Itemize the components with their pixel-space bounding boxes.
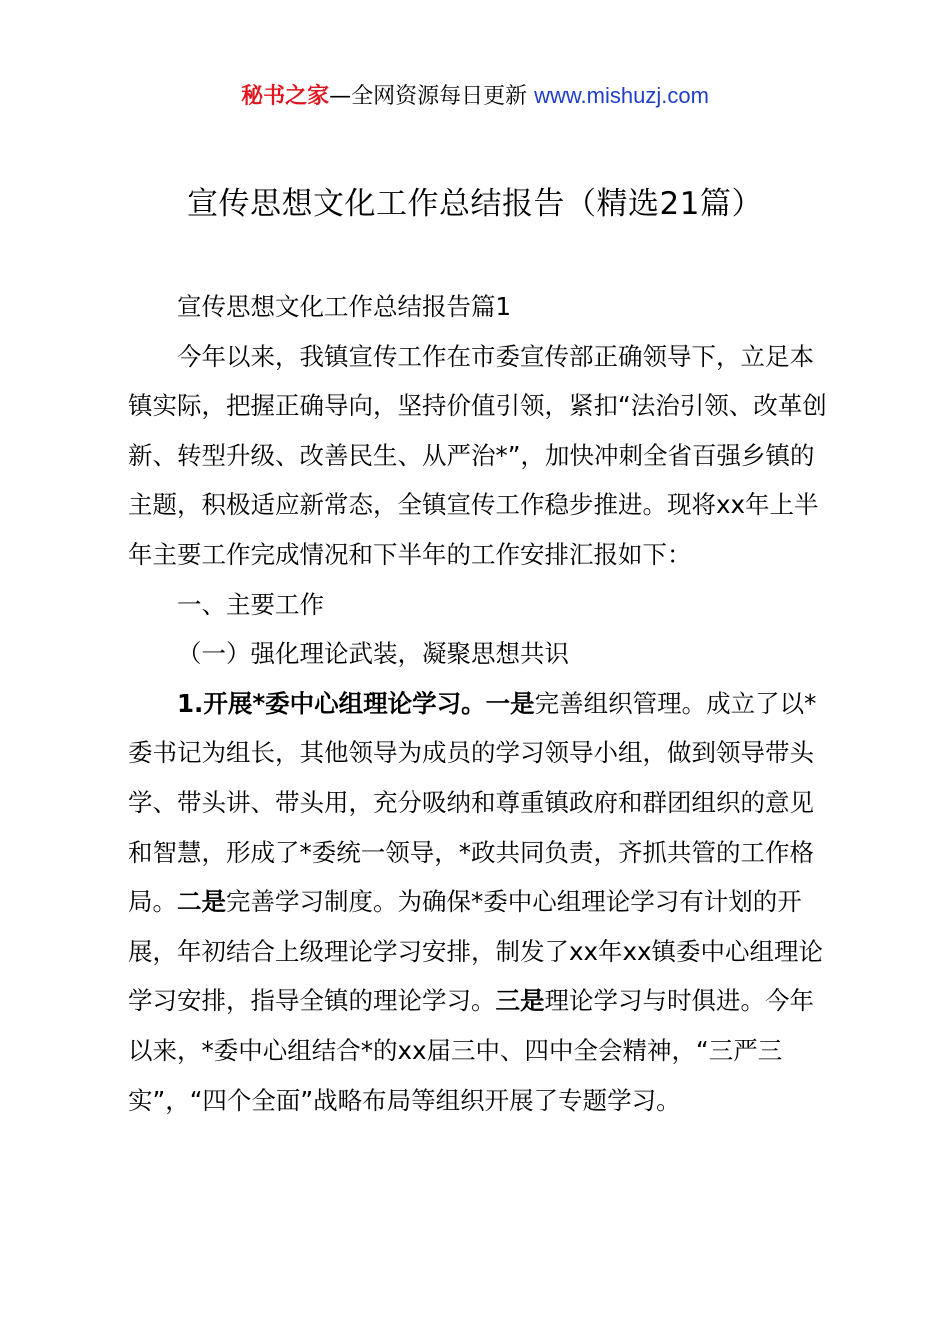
heading-level-2: （一）强化理论武装，凝聚思想共识	[177, 639, 569, 669]
point-label: 一是	[485, 688, 535, 718]
heading-level-1: 一、主要工作	[177, 589, 324, 619]
document-title: 宣传思想文化工作总结报告（精选21篇）	[187, 186, 763, 222]
site-url-link[interactable]: www.mishuzj.com	[534, 83, 709, 108]
point-label: 二是	[177, 887, 226, 917]
intro-paragraph: 今年以来，我镇宣传工作在市委宣传部正确领导下，立足本镇实际，把握正确导向，坚持价值引领，紧扣“法治引领、改革创新、转型升级、改善民生、从严治*”，加快冲刺全省百强乡镇的主题，积极适应新常态，全镇宣传工作稳步推进。现将xx年上半年主要工作完成情况和下半年的工作安排汇报如下：	[128, 341, 827, 569]
point-text: 完善组织管理。成立了以*委书记为组长，其他领导为成员的学习领导小组，做到领导带头学、带头讲、带头用，充分吸纳和尊重镇政府和群团组织的意见和智慧，形成了*委统一领导，*政共同负责，齐抓共管的工作格局。	[128, 688, 817, 917]
point-text: 完善学习制度。为确保*委中心组理论学习有计划的开展，年初结合上级理论学习安排，制发了xx年xx镇委中心组理论学习安排，指导全镇的理论学习。	[128, 887, 823, 1016]
point-label: 三是	[495, 986, 545, 1016]
item-title: 1.开展*委中心组理论学习。	[177, 688, 486, 718]
section-heading: 宣传思想文化工作总结报告篇1	[177, 292, 512, 321]
header-tagline: —全网资源每日更新	[329, 84, 528, 109]
item-paragraph	[128, 679, 838, 1125]
brand-name: 秘书之家	[241, 84, 330, 109]
site-header	[0, 80, 950, 113]
point-text: 理论学习与时俱进。今年以来，*委中心组结合*的xx届三中、四中全会精神，“三严三实”，“四个全面”战略布局等组织开展了专题学习。	[128, 986, 814, 1115]
document-body	[128, 282, 838, 1125]
